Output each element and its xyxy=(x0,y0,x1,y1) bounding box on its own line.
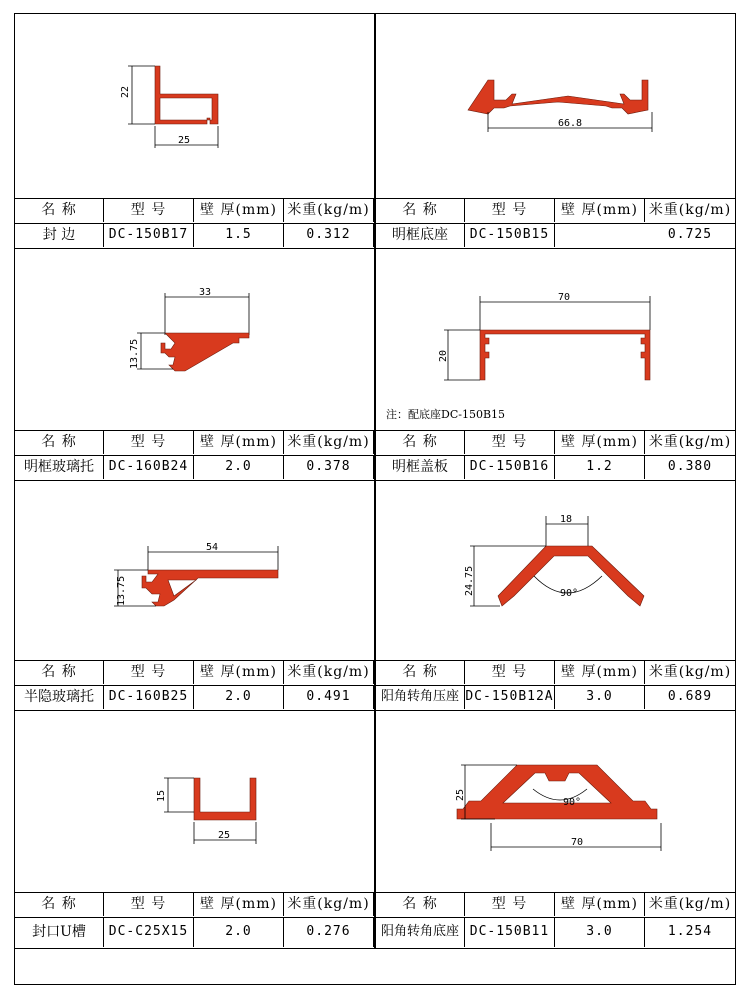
header-name: 名 称 xyxy=(376,660,465,684)
header-weight: 米重(kg/m) xyxy=(648,202,732,218)
header-thickness: 壁 厚(mm) xyxy=(555,198,645,222)
dim-label: 13.75 xyxy=(116,575,127,606)
profile-drawing-dc-150b17 xyxy=(110,50,240,160)
header-model: 型 号 xyxy=(104,892,194,916)
cell-thickness: 2.0 xyxy=(194,917,284,947)
profile-drawing-dc-c25x15 xyxy=(150,770,270,850)
cell-model: DC-160B24 xyxy=(104,455,194,479)
header-weight: 米重(kg/m) xyxy=(284,892,374,916)
rule xyxy=(14,248,736,249)
profile-drawing-dc-150b12a xyxy=(460,510,660,620)
profile-drawing-dc-160b25 xyxy=(110,540,290,620)
header-thickness: 壁 厚(mm) xyxy=(555,660,645,684)
header-thickness: 壁 厚(mm) xyxy=(194,660,284,684)
cell-model: DC-150B12A xyxy=(465,685,555,709)
dim-label: 90° xyxy=(560,588,579,599)
dim-label: 15 xyxy=(156,789,167,802)
cell-model: DC-150B11 xyxy=(465,917,555,947)
header-thickness: 壁 厚(mm) xyxy=(194,198,284,222)
header-model: 型 号 xyxy=(104,430,194,454)
dim-label: 66.8 xyxy=(558,118,583,129)
cell-model: DC-150B17 xyxy=(104,223,194,247)
cell-name: 封 边 xyxy=(15,223,104,247)
dim-label: 20 xyxy=(438,349,449,362)
cell-name: 明框玻璃托 xyxy=(15,455,104,479)
header-model: 型 号 xyxy=(104,660,194,684)
header-thickness: 壁 厚(mm) xyxy=(194,430,284,454)
dim-label: 22 xyxy=(120,85,131,98)
note: 注：配底座DC-150B15 xyxy=(386,408,506,421)
dim-label: 25 xyxy=(455,788,466,801)
cell-thickness: 2.0 xyxy=(194,455,284,479)
profile-drawing-dc-150b15 xyxy=(480,70,660,140)
rule xyxy=(14,480,736,481)
dim-label: 70 xyxy=(571,837,584,848)
cell-thickness: 3.0 xyxy=(555,917,645,947)
header-weight: 米重(kg/m) xyxy=(284,430,374,454)
dim-label: 33 xyxy=(199,287,212,298)
header-model: 型 号 xyxy=(104,198,194,222)
rule xyxy=(14,948,736,949)
cell-weight: 0.491 xyxy=(284,685,374,709)
cell-weight: 1.254 xyxy=(667,924,713,939)
dim-label: 13.75 xyxy=(129,338,140,369)
cell-model: DC-150B16 xyxy=(465,455,555,479)
profile-drawing-dc-150b16 xyxy=(440,290,660,385)
cell-name: 明框底座 xyxy=(376,223,465,247)
header-weight: 米重(kg/m) xyxy=(648,896,732,912)
header-name: 名 称 xyxy=(15,892,104,916)
cell-name: 半隐玻璃托 xyxy=(15,685,104,709)
header-thickness: 壁 厚(mm) xyxy=(555,892,645,916)
dim-label: 18 xyxy=(560,514,573,525)
cell-weight: 0.276 xyxy=(284,917,374,947)
header-name: 名 称 xyxy=(15,430,104,454)
header-model: 型 号 xyxy=(465,892,555,916)
header-thickness: 壁 厚(mm) xyxy=(194,892,284,916)
header-name: 名 称 xyxy=(376,198,465,222)
dim-label: 90° xyxy=(563,797,582,808)
header-name: 名 称 xyxy=(376,892,465,916)
profile-drawing-dc-150b11 xyxy=(455,755,670,855)
cell-thickness: 3.0 xyxy=(555,685,645,709)
dim-label: 25 xyxy=(218,830,231,841)
rule xyxy=(14,710,736,711)
cell-name: 封口U槽 xyxy=(15,917,104,947)
cell-name: 阳角转角底座 xyxy=(376,917,465,947)
dim-label: 25 xyxy=(178,135,191,146)
header-weight: 米重(kg/m) xyxy=(284,198,374,222)
header-model: 型 号 xyxy=(465,198,555,222)
cell-weight: 0.380 xyxy=(667,459,713,474)
cell-weight: 0.378 xyxy=(284,455,374,479)
dim-label: 70 xyxy=(558,292,571,303)
header-name: 名 称 xyxy=(376,430,465,454)
header-model: 型 号 xyxy=(465,660,555,684)
dim-label: 24.75 xyxy=(464,565,475,596)
header-name: 名 称 xyxy=(15,198,104,222)
cell-thickness: 1.5 xyxy=(194,223,284,247)
cell-thickness: 1.2 xyxy=(555,455,645,479)
header-name: 名 称 xyxy=(15,660,104,684)
cell-weight: 0.312 xyxy=(284,223,374,247)
cell-weight: 0.725 xyxy=(667,227,713,242)
cell-name: 阳角转角压座 xyxy=(376,685,465,709)
cell-model: DC-160B25 xyxy=(104,685,194,709)
header-weight: 米重(kg/m) xyxy=(648,664,732,680)
header-weight: 米重(kg/m) xyxy=(284,660,374,684)
profile-drawing-dc-160b24 xyxy=(125,285,265,380)
header-model: 型 号 xyxy=(465,430,555,454)
header-thickness: 壁 厚(mm) xyxy=(555,430,645,454)
cell-thickness: 2.0 xyxy=(194,685,284,709)
cell-model: DC-C25X15 xyxy=(104,917,194,947)
header-weight: 米重(kg/m) xyxy=(648,434,732,450)
cell-weight: 0.689 xyxy=(667,689,713,704)
cell-model: DC-150B15 xyxy=(465,223,555,247)
dim-label: 54 xyxy=(206,542,219,553)
cell-name: 明框盖板 xyxy=(376,455,465,479)
